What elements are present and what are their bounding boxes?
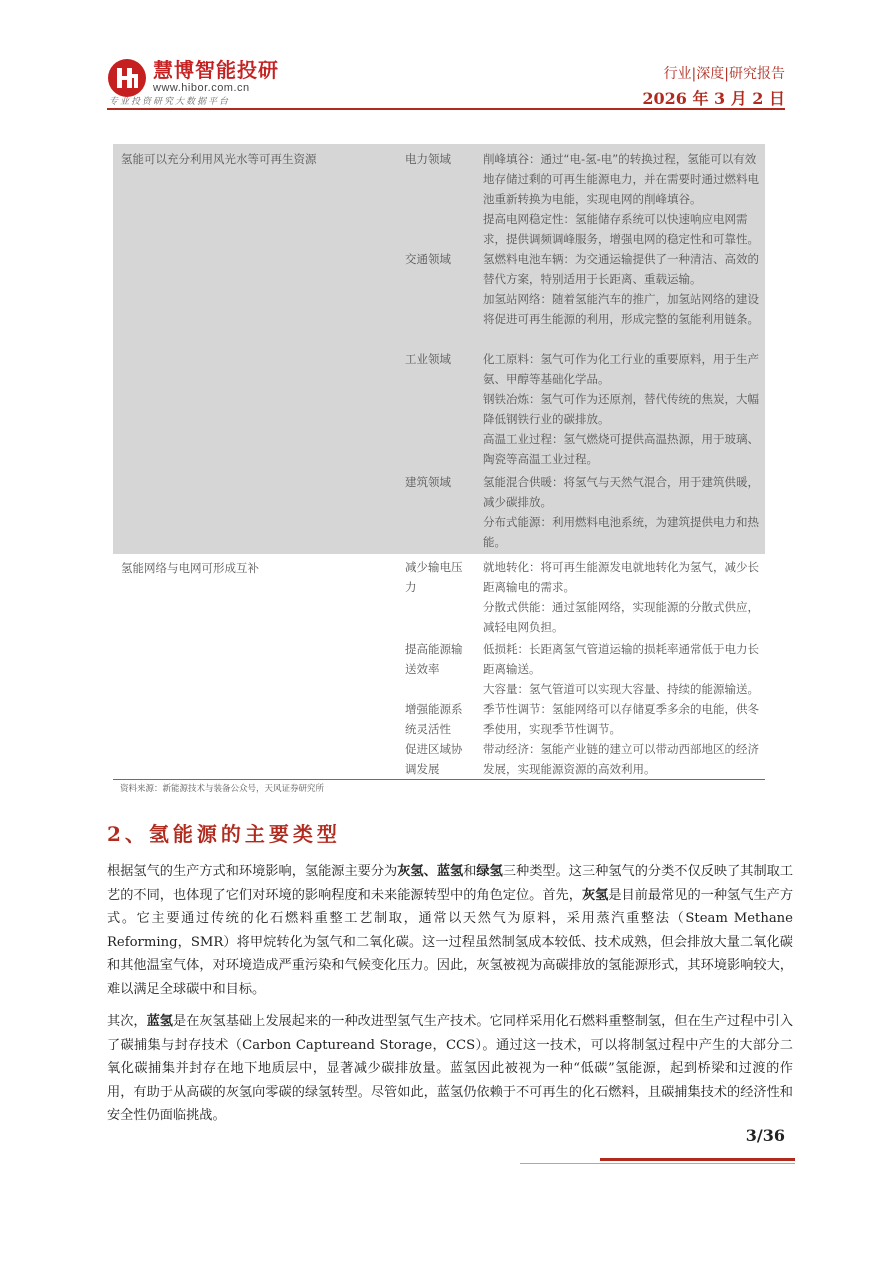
row-items bbox=[483, 249, 763, 329]
body-paragraph bbox=[107, 860, 793, 1001]
row-area: 减少输电压力 bbox=[405, 560, 463, 594]
emphasis-blue-hydrogen: 蓝氢 bbox=[146, 1014, 173, 1029]
row-area: 工业领域 bbox=[405, 352, 451, 366]
row-item: 分布式能源：利用燃料电池系统，为建筑提供电力和热能。 bbox=[483, 515, 759, 549]
section-heading: 2、氢能源的主要类型 bbox=[107, 822, 341, 846]
text-run: 、 bbox=[423, 864, 437, 879]
group-title: 氢能可以充分利用风光水等可再生资源 bbox=[121, 152, 317, 166]
emphasis-blue-hydrogen: 蓝氢 bbox=[436, 864, 464, 879]
logo-url: www.hibor.com.cn bbox=[153, 82, 250, 94]
row-item: 带动经济：氢能产业链的建立可以带动西部地区的经济发展，实现能源资源的高效利用。 bbox=[483, 742, 759, 776]
row-item: 提高电网稳定性：氢能储存系统可以快速响应电网需求，提供调频调峰服务，增强电网的稳定性和可靠性。 bbox=[483, 212, 759, 246]
row-area: 建筑领域 bbox=[405, 475, 451, 489]
row-items bbox=[483, 699, 763, 739]
hibor-logo-icon bbox=[107, 58, 147, 98]
row-item: 就地转化：将可再生能源发电就地转化为氢气，减少长距离输电的需求。 bbox=[483, 560, 759, 594]
text-run: 根据氢气的生产方式和环境影响，氢能源主要分为 bbox=[107, 864, 398, 879]
row-items bbox=[483, 639, 763, 699]
row-item: 氢能混合供暖：将氢气与天然气混合，用于建筑供暖，减少碳排放。 bbox=[483, 475, 759, 509]
row-area: 增强能源系统灵活性 bbox=[405, 702, 463, 736]
text-run: 其次， bbox=[107, 1014, 147, 1029]
table-bottom-rule bbox=[113, 779, 765, 780]
row-items bbox=[483, 557, 763, 637]
emphasis-gray-hydrogen: 灰氢 bbox=[581, 887, 609, 903]
row-item: 季节性调节：氢能网络可以存储夏季多余的电能，供冬季使用，实现季节性调节。 bbox=[483, 702, 759, 736]
page-number: 3/36 bbox=[745, 1126, 785, 1145]
report-date: 2026 年 3 月 2 日 bbox=[642, 89, 785, 108]
header-divider bbox=[107, 108, 785, 110]
row-item: 加氢站网络：随着氢能汽车的推广，加氢站网络的建设将促进可再生能源的利用，形成完整的氢能利用链条。 bbox=[483, 292, 759, 326]
row-item: 氢燃料电池车辆：为交通运输提供了一种清洁、高效的替代方案，特别适用于长距离、重载运输。 bbox=[483, 252, 759, 286]
table-source: 资料来源：新能源技术与装备公众号，天风证券研究所 bbox=[120, 784, 325, 794]
row-item: 低损耗：长距离氢气管道运输的损耗率通常低于电力长距离输送。 bbox=[483, 642, 759, 676]
emphasis-green-hydrogen: 绿氢 bbox=[476, 864, 503, 879]
row-area: 提高能源输送效率 bbox=[405, 642, 463, 676]
footer-rule bbox=[520, 1163, 795, 1164]
row-item: 削峰填谷：通过“电-氢-电”的转换过程，氢能可以有效地存储过剩的可再生能源电力，并在需要时通过燃料电池重新转换为电能，实现电网的削峰填谷。 bbox=[483, 152, 759, 206]
report-category: 行业|深度|研究报告 bbox=[663, 66, 785, 82]
logo-name: 慧博智能投研 bbox=[153, 58, 279, 82]
footer-rule-accent bbox=[600, 1158, 795, 1161]
row-item: 钢铁冶炼：氢气可作为还原剂，替代传统的焦炭，大幅降低钢铁行业的碳排放。 bbox=[483, 392, 759, 426]
group-title: 氢能网络与电网可形成互补 bbox=[121, 561, 259, 575]
logo-tagline: 专业投资研究大数据平台 bbox=[109, 97, 231, 107]
text-run: 三种类型。这三种氢气的分类不仅反映了其制取工艺的不同，也体现了它们对环境的影响程度和未来能源转型中的角色定位。首先， bbox=[107, 864, 794, 903]
text-run: 和 bbox=[463, 864, 477, 879]
emphasis-gray-hydrogen: 灰氢 bbox=[397, 864, 424, 879]
text-run: 是目前最常见的一种氢气生产方式。它主要通过传统的化石燃料重整工艺制取，通常以天然气为原料，采用蒸汽重整法（Steam Methane Reforming，SMR）将甲烷转化为氢气和二氧化碳。这一过程虽然制氢成本较低、技术成熟，但会排放大量二氧化碳和其他温室气体，对环境造成严重污染和气候变化压力。因此，灰氢被视为高碳排放的氢能源形式，其环境影响较大，难以满足全球碳中和目标。 bbox=[107, 887, 794, 997]
row-items bbox=[483, 149, 763, 249]
row-items bbox=[483, 739, 763, 779]
row-area: 电力领域 bbox=[405, 152, 451, 166]
row-area: 促进区域协调发展 bbox=[405, 742, 463, 776]
body-paragraph bbox=[107, 1010, 793, 1128]
row-item: 大容量：氢气管道可以实现大容量、持续的能源输送。 bbox=[483, 682, 759, 696]
hibor-logo bbox=[107, 52, 307, 108]
row-items bbox=[483, 349, 763, 469]
row-item: 高温工业过程：氢气燃烧可提供高温热源，用于玻璃、陶瓷等高温工业过程。 bbox=[483, 432, 759, 466]
row-items bbox=[483, 472, 763, 552]
text-run: 是在灰氢基础上发展起来的一种改进型氢气生产技术。它同样采用化石燃料重整制氢，但在生产过程中引入了碳捕集与封存技术（Carbon Captureand Storage，CCS）。通过这一技术，可以将制氢过程中产生的大部分二氧化碳捕集并封存在地下地质层中，显著减少碳排放量。蓝氢因此被视为一种“低碳”氢能源，起到桥梁和过渡的作用，有助于从高碳的灰氢向零碳的绿氢转型。尽管如此，蓝氢仍依赖于不可再生的化石燃料，且碳捕集技术的经济性和安全性仍面临挑战。 bbox=[107, 1014, 794, 1123]
row-item: 化工原料：氢气可作为化工行业的重要原料，用于生产氨、甲醇等基础化学品。 bbox=[483, 352, 759, 386]
row-area: 交通领域 bbox=[405, 252, 451, 266]
row-item: 分散式供能：通过氢能网络，实现能源的分散式供应，减轻电网负担。 bbox=[483, 600, 759, 634]
